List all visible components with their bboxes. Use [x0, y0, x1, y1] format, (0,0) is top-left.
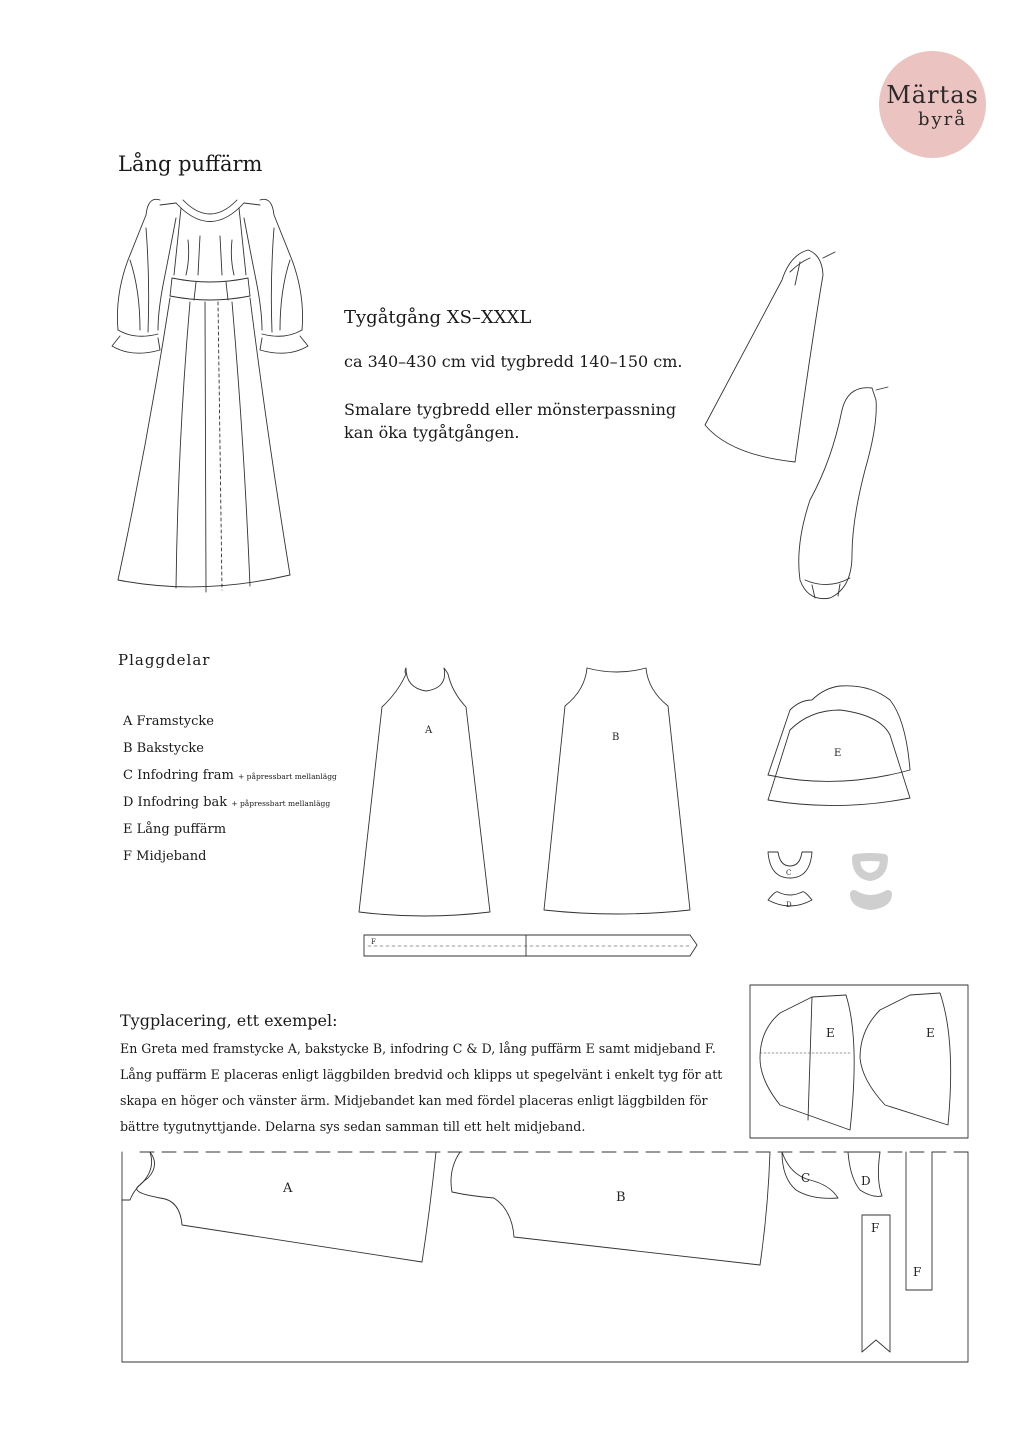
- brand-name: Märtas: [886, 81, 979, 109]
- piece-label-f: F: [371, 938, 376, 946]
- sleeve-layout: [750, 985, 968, 1138]
- fabric-heading: Tygåtgång XS–XXXL: [344, 307, 532, 328]
- fabric-layout: [122, 1152, 968, 1362]
- piece-label-a: A: [425, 725, 433, 736]
- layout-label-f1: F: [871, 1221, 880, 1235]
- layout-label-c: C: [801, 1171, 811, 1185]
- parts-item-label: E Lång puffärm: [123, 822, 227, 837]
- piece-a: [359, 668, 490, 916]
- layout-label-e2: E: [926, 1026, 935, 1040]
- layout-line: Lång puffärm E placeras enligt läggbilden bredvid och klipps ut spegelvänt i enkelt tyg för att: [120, 1067, 723, 1082]
- parts-item-label: C Infodring fram: [123, 768, 234, 783]
- page-title: Lång puffärm: [118, 152, 263, 176]
- layout-label-e1: E: [826, 1026, 835, 1040]
- parts-item-note: + påpressbart mellanlägg: [231, 799, 331, 808]
- piece-e: [768, 686, 910, 806]
- layout-label-b: B: [616, 1190, 626, 1205]
- sleeve-illustration: [705, 250, 888, 599]
- piece-b: [544, 668, 690, 914]
- piece-label-d: D: [786, 901, 792, 909]
- fabric-note-line: Smalare tygbredd eller mönsterpassning: [344, 400, 677, 419]
- fabric-amount: ca 340–430 cm vid tygbredd 140–150 cm.: [344, 352, 683, 371]
- layout-line: En Greta med framstycke A, bakstycke B, infodring C & D, lång puffärm E samt midjeband F.: [120, 1041, 716, 1056]
- interfacing-pieces: [852, 856, 888, 906]
- layout-heading: Tygplacering, ett exempel:: [120, 1011, 338, 1030]
- parts-item-label: D Infodring bak: [123, 795, 228, 810]
- layout-line: bättre tygutnyttjande. Delarna sys sedan samman till ett helt midjeband.: [120, 1119, 586, 1134]
- fabric-note-line: kan öka tygåtgången.: [344, 423, 520, 442]
- layout-label-f2: F: [913, 1265, 922, 1279]
- layout-line: skapa en höger och vänster ärm. Midjebandet kan med fördel placeras enligt läggbilden för: [120, 1093, 708, 1108]
- layout-label-d: D: [861, 1174, 871, 1188]
- piece-f: [364, 935, 697, 956]
- parts-item-label: B Bakstycke: [123, 741, 204, 756]
- parts-heading: Plaggdelar: [118, 651, 211, 669]
- piece-label-e: E: [834, 748, 842, 759]
- dress-illustration: [112, 199, 308, 592]
- parts-item-note: + påpressbart mellanlägg: [238, 772, 337, 781]
- piece-label-c: C: [786, 869, 792, 877]
- brand-subname: byrå: [917, 109, 968, 130]
- parts-item-label: F Midjeband: [123, 849, 207, 864]
- piece-label-b: B: [612, 732, 620, 743]
- layout-label-a: A: [283, 1181, 293, 1196]
- parts-item-label: A Framstycke: [123, 714, 214, 729]
